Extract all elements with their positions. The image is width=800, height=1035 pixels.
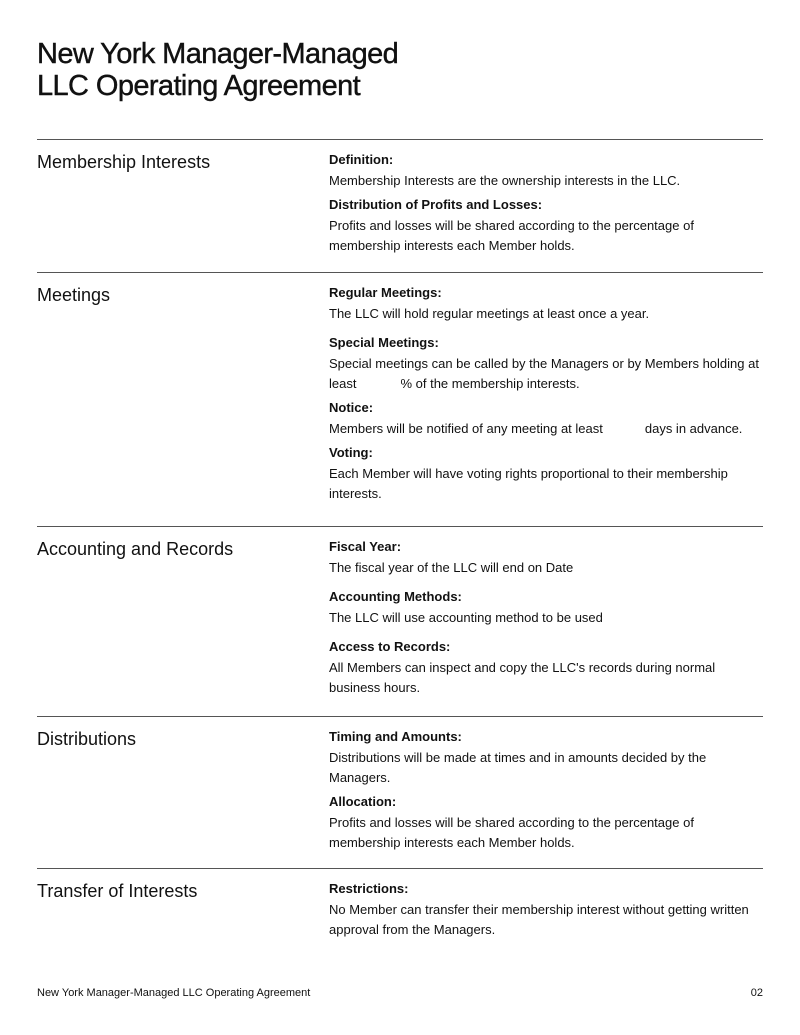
- section-title: Accounting and Records: [37, 539, 234, 559]
- item-text: Each Member will have voting rights proportional to their membership interests.: [329, 466, 728, 501]
- section-body: [329, 728, 763, 853]
- footer-document-name: New York Manager-Managed LLC Operating Agreement: [37, 987, 311, 999]
- section-body: [329, 880, 763, 940]
- section-body: [329, 538, 763, 698]
- item-text: Profits and losses will be shared according to the percentage of membership interests each Member holds.: [329, 218, 694, 253]
- section-body: [329, 151, 763, 256]
- item-text: Membership Interests are the ownership interests in the LLC.: [329, 173, 681, 188]
- item-heading: Voting:: [329, 445, 373, 460]
- item-heading: Restrictions:: [329, 881, 409, 896]
- item-text: No Member can transfer their membership interest without getting written approval from the Managers.: [329, 902, 749, 937]
- section-transfer-of-interests: [37, 868, 763, 937]
- item-heading: Allocation:: [329, 794, 397, 809]
- item-heading: Fiscal Year:: [329, 539, 402, 554]
- item-heading: Notice:: [329, 400, 374, 415]
- item-text-before: Members will be notified of any meeting at least: [329, 421, 603, 436]
- section-title: Distributions: [37, 729, 137, 749]
- item-text: Distributions will be made at times and in amounts decided by the Managers.: [329, 750, 707, 785]
- item-heading: Timing and Amounts:: [329, 729, 462, 744]
- item-heading: Definition:: [329, 152, 394, 167]
- document-title: [37, 38, 398, 102]
- item-heading: Distribution of Profits and Losses:: [329, 197, 543, 212]
- item-heading: Accounting Methods:: [329, 589, 462, 604]
- section-membership-interests: [37, 139, 763, 253]
- item-text-after: days in advance.: [644, 421, 743, 436]
- item-text: Profits and losses will be shared according to the percentage of membership interests each Member holds.: [329, 815, 694, 850]
- item-text: All Members can inspect and copy the LLC's records during normal business hours.: [329, 660, 716, 695]
- section-title: Transfer of Interests: [37, 881, 198, 901]
- item-text: The LLC will use accounting method to be used: [329, 610, 603, 625]
- item-heading: Special Meetings:: [329, 335, 439, 350]
- section-distributions: [37, 716, 763, 850]
- section-body: [329, 284, 763, 504]
- item-text-before: Special meetings can be called by the Managers or by Members holding at least: [329, 356, 759, 391]
- section-meetings: [37, 272, 763, 501]
- title-line-2: LLC Operating Agreement: [37, 70, 361, 102]
- item-heading: Access to Records:: [329, 639, 451, 654]
- section-title: Membership Interests: [37, 152, 211, 172]
- item-heading: Regular Meetings:: [329, 285, 442, 300]
- item-text-after: % of the membership interests.: [400, 376, 580, 391]
- title-line-1: New York Manager-Managed: [37, 38, 399, 70]
- section-title: Meetings: [37, 285, 111, 305]
- section-accounting-and-records: [37, 526, 763, 695]
- item-text: The LLC will hold regular meetings at least once a year.: [329, 306, 650, 321]
- item-text: [329, 419, 763, 439]
- page-number: 02: [750, 987, 763, 999]
- item-text: [329, 354, 763, 394]
- item-text: The fiscal year of the LLC will end on Date: [329, 560, 574, 575]
